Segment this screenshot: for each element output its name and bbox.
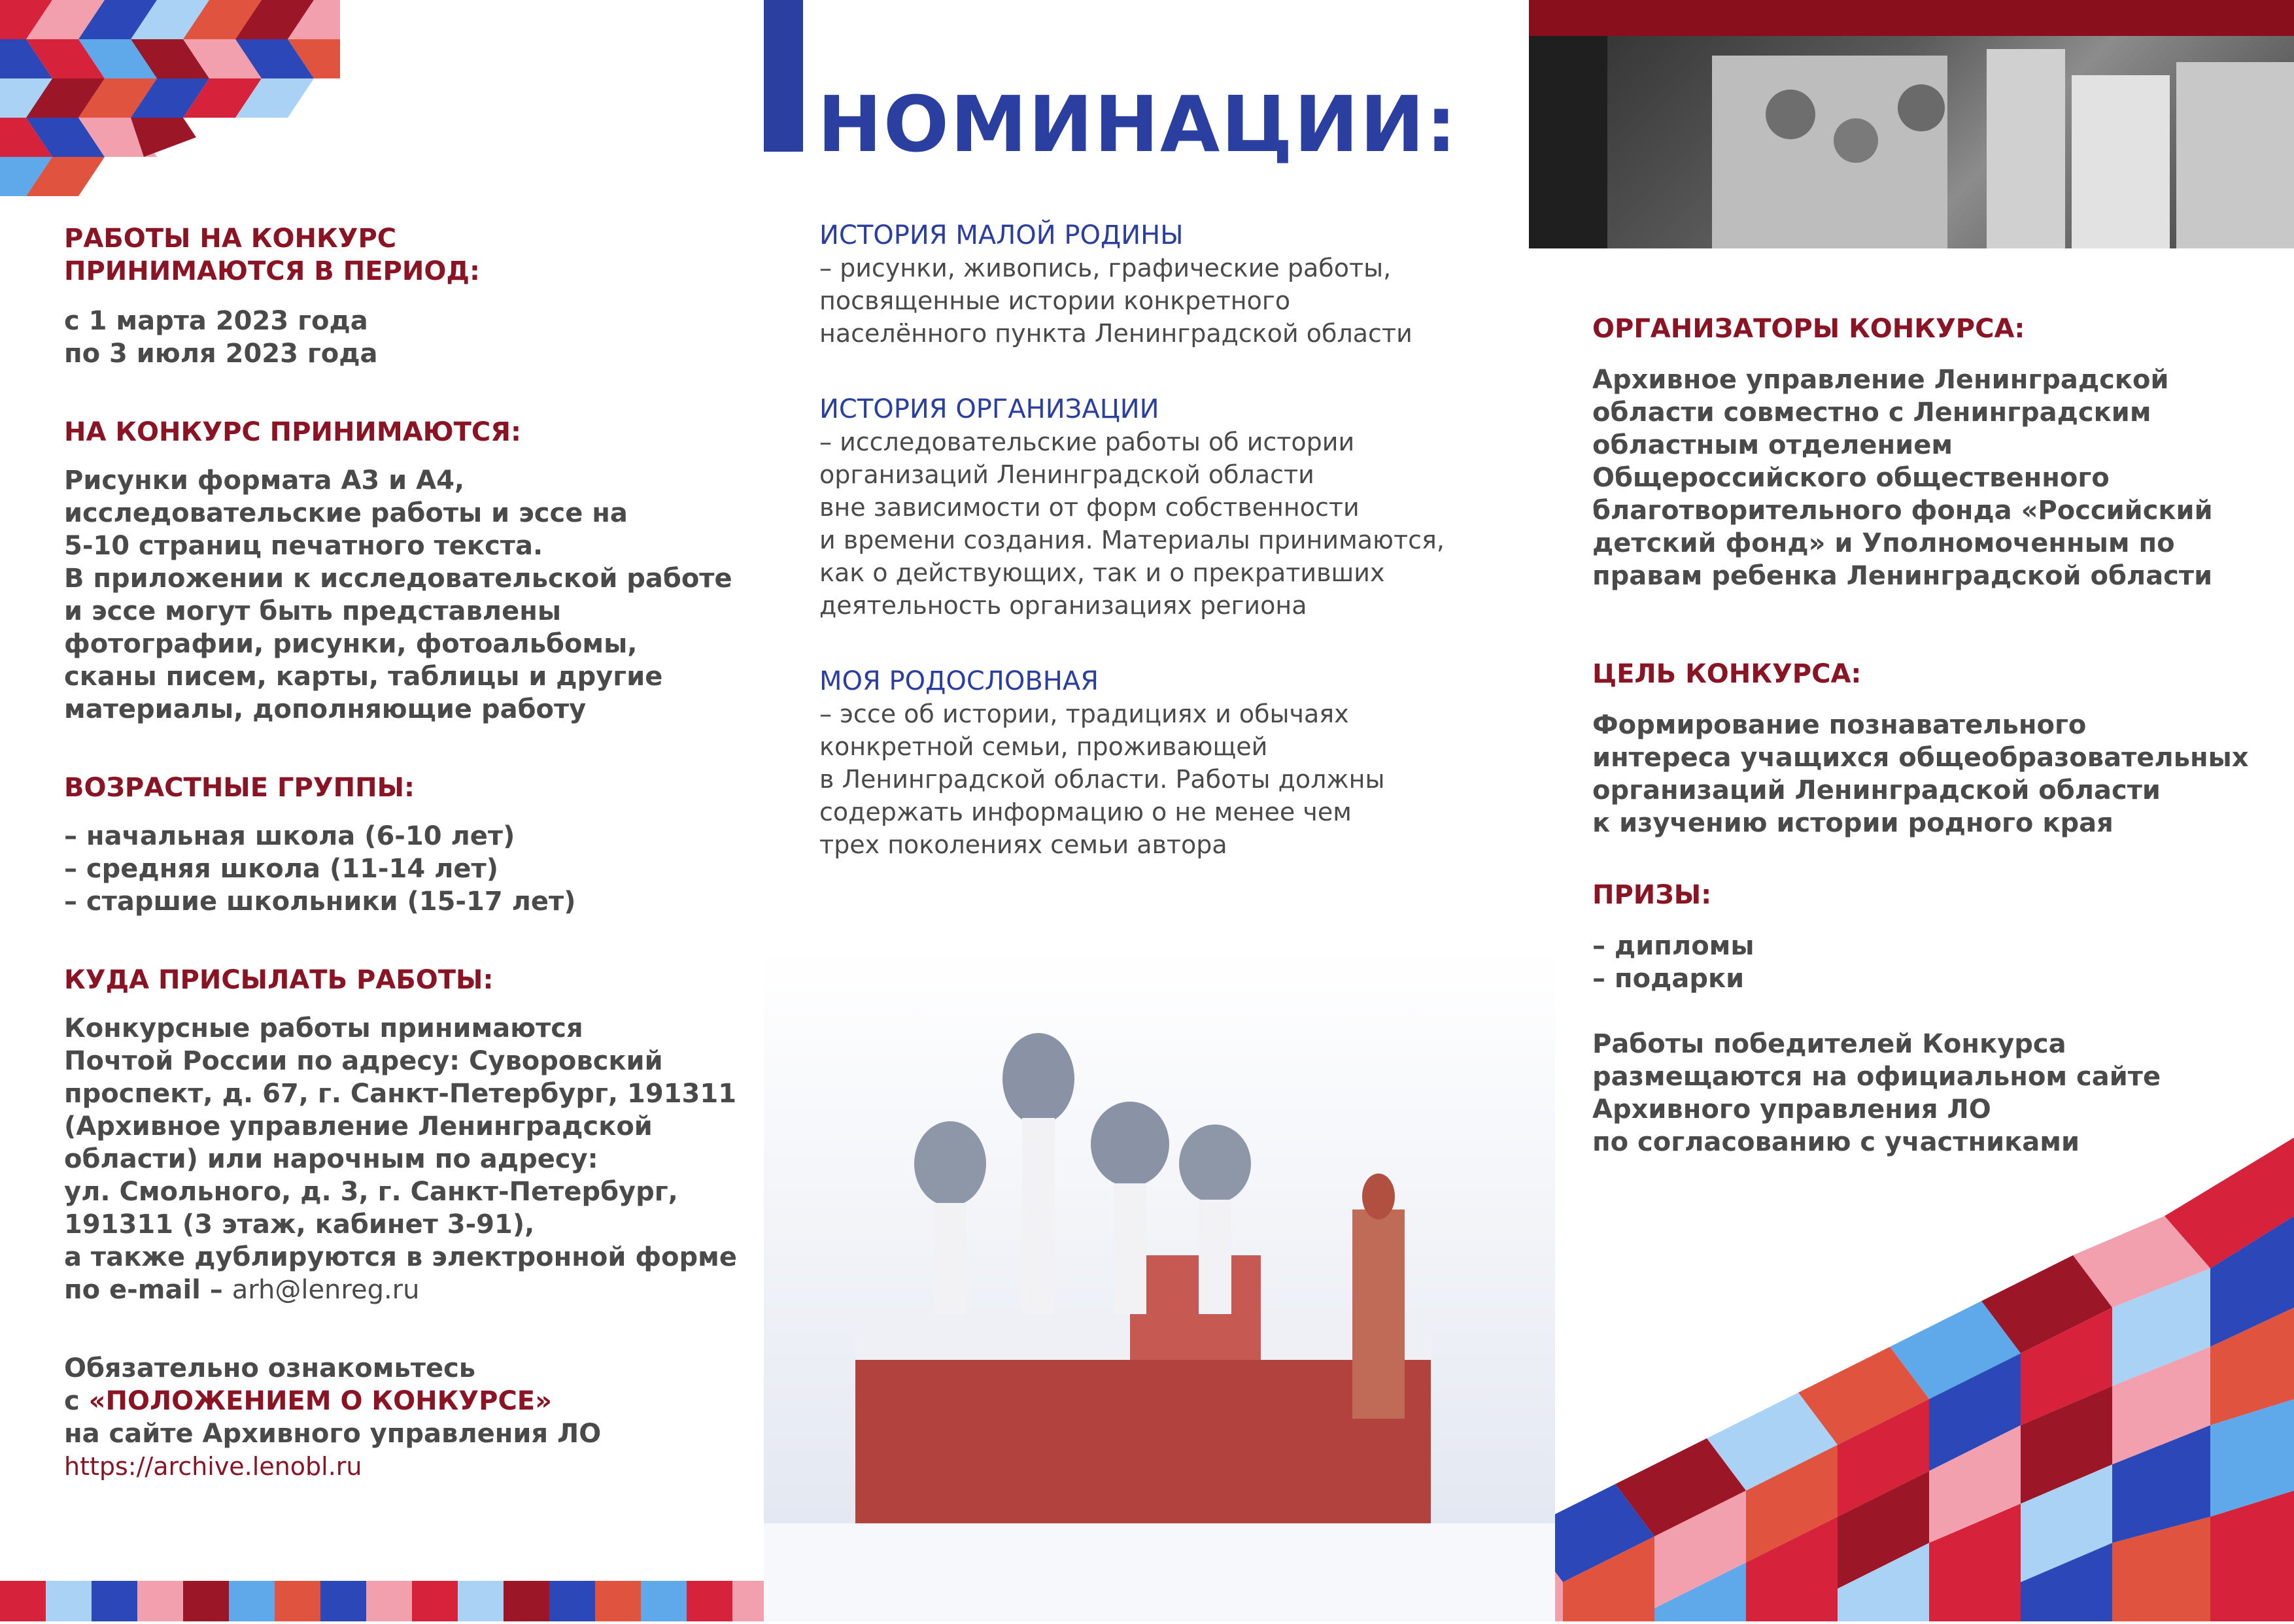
nomination-text: – эссе об истории, традициях и обычаях конкретной семьи, проживающей в Ленинградской области. Работы должны содержать информацию о не менее чем трех поколениях семьи автора: [819, 700, 1385, 859]
goal-text: Формирование познавательного интереса учащихся общеобразовательных организаций Ленинградской области к изучению истории родного края: [1592, 710, 2249, 838]
ages-section: [64, 771, 757, 918]
organizers-heading: ОРГАНИЗАТОРЫ КОНКУРСА:: [1592, 314, 2025, 344]
note-prefix: с: [64, 1386, 89, 1416]
geometric-pattern-bottom-left: [0, 1581, 764, 1621]
note-line-1: Обязательно ознакомьтесь: [64, 1353, 476, 1383]
organizers-text: Архивное управление Ленинградской области совместно с Ленинградским областным отделением Общероссийского общественного благотворительного фонда «Российский детский фонд» и Уполномоченным по правам ребенка Ленинградской области: [1592, 365, 2213, 591]
note-section: [64, 1352, 757, 1483]
accepted-text: Рисунки формата А3 и А4, исследовательские работы и эссе на 5-10 страниц печатного текста. В приложении к исследовательской работе и эссе могут быть представлены фотографии, рисунки, фотоальбомы, сканы писем, карты, таблицы и другие материалы, дополняющие работу: [64, 465, 732, 724]
where-address: Конкурсные работы принимаются Почтой России по адресу: Суворовский проспект, д. 67, г. Санкт-Петербург, 191311 (Архивное управление Ленинградской области) или нарочным по адресу: ул. Смольного, д. 3, г. Санкт-Петербург, 191311 (3 этаж, кабинет 3-91), а также дублируются в электронной форме по e-mail –: [64, 1013, 737, 1305]
nomination-heading: ИСТОРИЯ ОРГАНИЗАЦИИ: [819, 394, 1159, 424]
nomination-text: – исследовательские работы об истории организаций Ленинградской области вне зависимости от форм собственности и времени создания. Материалы принимаются, как о действующих, так и о прекративших деятельность организациях региона: [819, 428, 1445, 620]
accepted-heading: НА КОНКУРС ПРИНИМАЮТСЯ:: [64, 417, 522, 447]
period-section: [64, 222, 757, 370]
prizes-section: [1592, 879, 2285, 1159]
period-line-2: по 3 июля 2023 года: [64, 339, 378, 369]
archive-photo: [1529, 36, 2294, 248]
archive-url-link[interactable]: https://archive.lenobl.ru: [64, 1452, 362, 1481]
goal-heading: ЦЕЛЬ КОНКУРСА:: [1592, 659, 1862, 689]
email-link[interactable]: arh@lenreg.ru: [231, 1275, 420, 1305]
nomination-text: – рисунки, живопись, графические работы, посвященные истории конкретного населённого пункта Ленинградской области: [819, 254, 1412, 348]
nomination-heading: МОЯ РОДОСЛОВНАЯ: [819, 666, 1099, 696]
prize-item: – подарки: [1592, 964, 1745, 994]
page-title: НОМИНАЦИИ:: [817, 79, 1458, 169]
geometric-pattern-top-left: [0, 0, 340, 209]
title-accent-bar: [764, 0, 803, 152]
church-illustration: [764, 948, 1555, 1621]
prize-item: – дипломы: [1592, 931, 1755, 961]
age-group-item: – старшие школьники (15-17 лет): [64, 887, 576, 917]
age-group-item: – средняя школа (11-14 лет): [64, 854, 498, 884]
where-text: [64, 1012, 757, 1306]
prizes-text: Работы победителей Конкурса размещаются на официальном сайте Архивного управления ЛО по согласованию с участниками: [1592, 1029, 2161, 1157]
age-group-item: – начальная школа (6-10 лет): [64, 821, 515, 851]
organizers-section: [1592, 313, 2285, 592]
note-line-3: на сайте Архивного управления ЛО: [64, 1419, 602, 1449]
nomination-item: [819, 219, 1526, 350]
regulation-link[interactable]: «ПОЛОЖЕНИЕМ О КОНКУРСЕ»: [88, 1386, 552, 1416]
photo-top-bar: [1529, 0, 2294, 36]
nomination-heading: ИСТОРИЯ МАЛОЙ РОДИНЫ: [819, 220, 1184, 250]
where-heading: КУДА ПРИСЫЛАТЬ РАБОТЫ:: [64, 965, 494, 995]
ages-heading: ВОЗРАСТНЫЕ ГРУППЫ:: [64, 773, 415, 803]
prizes-heading: ПРИЗЫ:: [1592, 880, 1712, 910]
middle-column: [819, 219, 1526, 861]
period-heading-2: ПРИНИМАЮТСЯ В ПЕРИОД:: [64, 256, 480, 286]
period-line-1: с 1 марта 2023 года: [64, 306, 368, 336]
left-column: [64, 222, 757, 1483]
period-heading-1: РАБОТЫ НА КОНКУРС: [64, 224, 397, 254]
note-line-2: [64, 1385, 757, 1417]
goal-section: [1592, 658, 2285, 839]
right-column: [1592, 313, 2285, 1159]
accepted-section: [64, 416, 757, 726]
nomination-item: [819, 665, 1526, 861]
nomination-item: [819, 393, 1526, 622]
where-section: [64, 964, 757, 1306]
